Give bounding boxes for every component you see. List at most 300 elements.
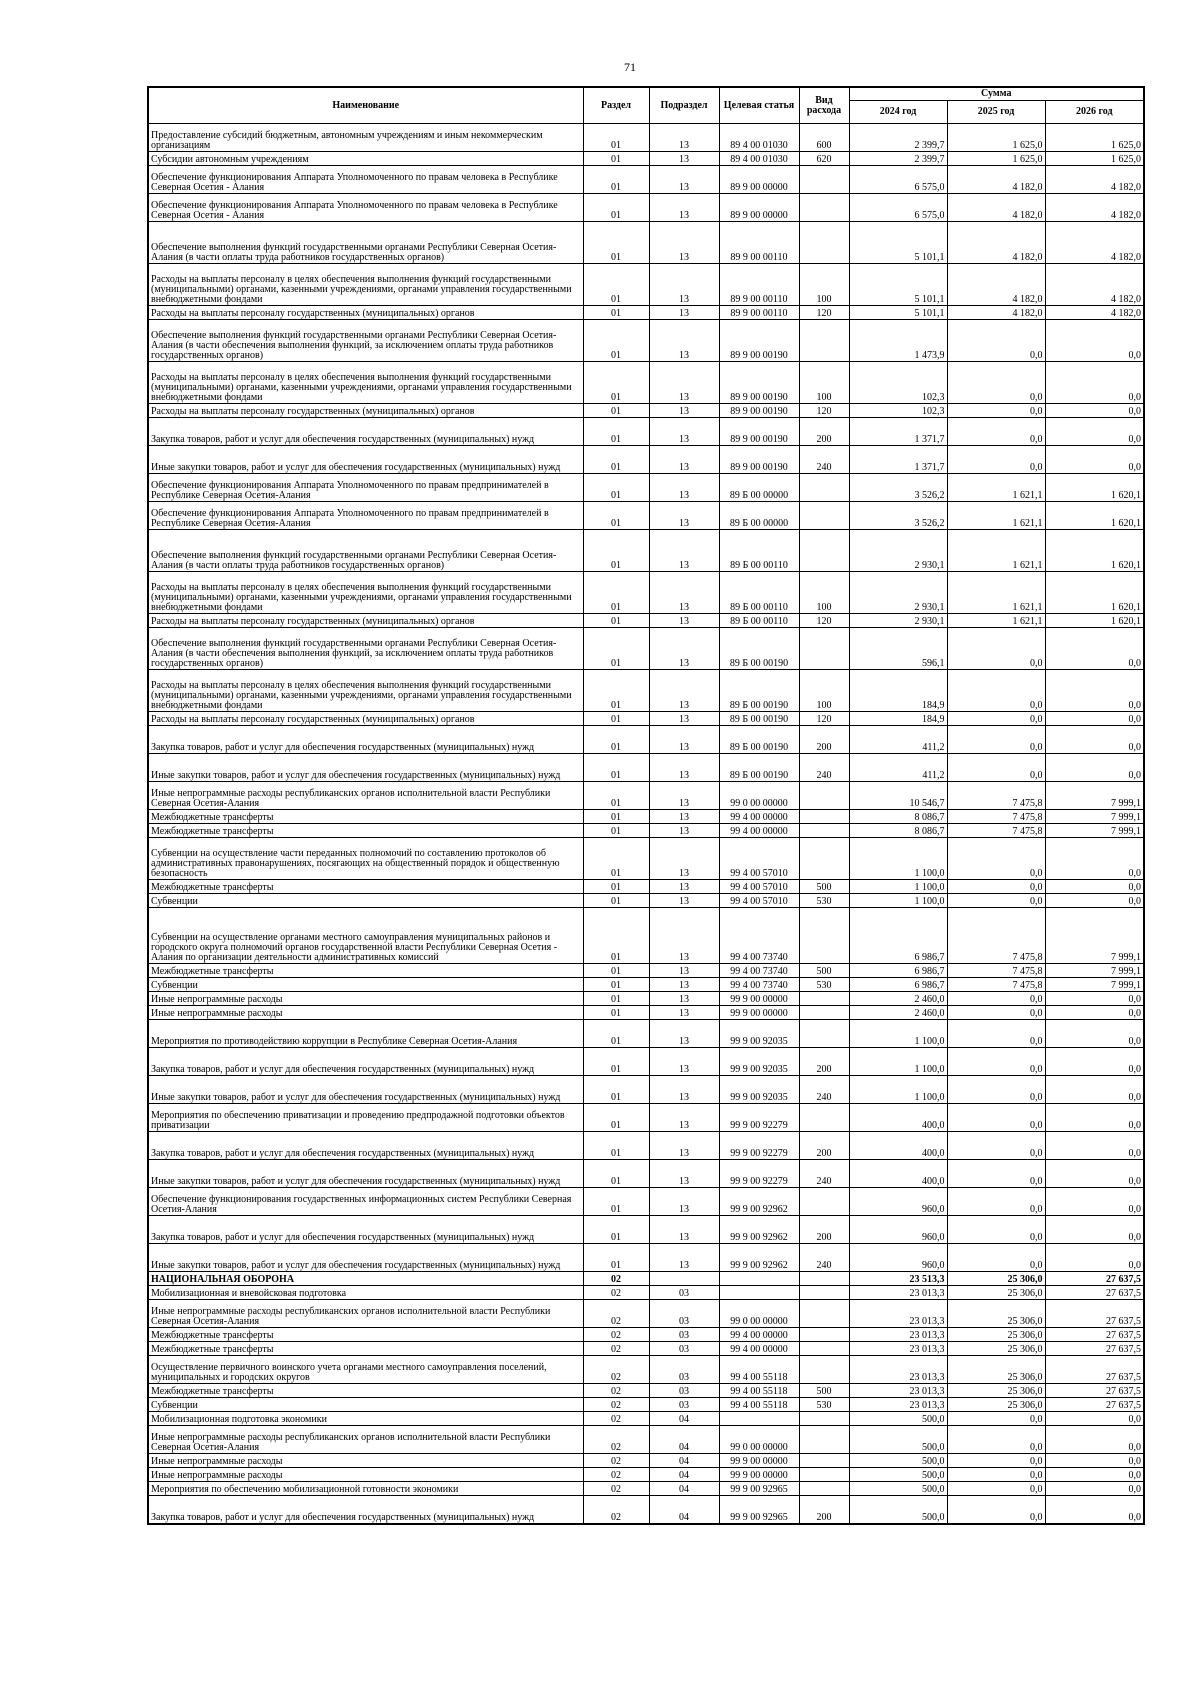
cell-kind: 200 xyxy=(799,418,849,446)
cell-section: 01 xyxy=(583,992,649,1006)
cell-target: 99 4 00 00000 xyxy=(719,1342,799,1356)
cell-target: 99 4 00 00000 xyxy=(719,1328,799,1342)
cell-2024: 6 575,0 xyxy=(849,194,947,222)
cell-kind: 530 xyxy=(799,978,849,992)
cell-2024: 1 100,0 xyxy=(849,880,947,894)
table-row xyxy=(148,362,1144,404)
cell-2025: 7 475,8 xyxy=(947,978,1045,992)
table-row xyxy=(148,1384,1144,1398)
cell-2025: 25 306,0 xyxy=(947,1300,1045,1328)
cell-name: Обеспечение функционирования Аппарата Уполномоченного по правам предпринимателей в Республике Северная Осетия-Алания xyxy=(148,502,583,530)
table-row xyxy=(148,418,1144,446)
cell-kind xyxy=(799,810,849,824)
cell-2026: 0,0 xyxy=(1045,1426,1144,1454)
cell-section: 01 xyxy=(583,1244,649,1272)
cell-2024: 1 371,7 xyxy=(849,446,947,474)
cell-section: 02 xyxy=(583,1496,649,1524)
cell-subsection: 13 xyxy=(649,614,719,628)
cell-target: 89 4 00 01030 xyxy=(719,124,799,152)
cell-2026: 0,0 xyxy=(1045,992,1144,1006)
cell-kind: 530 xyxy=(799,894,849,908)
cell-section: 01 xyxy=(583,530,649,572)
cell-2025: 0,0 xyxy=(947,754,1045,782)
cell-kind xyxy=(799,1006,849,1020)
cell-kind xyxy=(799,1426,849,1454)
cell-kind: 240 xyxy=(799,1244,849,1272)
header-section: Раздел xyxy=(583,87,649,124)
cell-name: Мероприятия по обеспечению приватизации и проведению предпродажной подготовки объектов приватизации xyxy=(148,1104,583,1132)
cell-subsection: 03 xyxy=(649,1300,719,1328)
cell-2025: 25 306,0 xyxy=(947,1398,1045,1412)
cell-target: 99 4 00 57010 xyxy=(719,880,799,894)
cell-2026: 4 182,0 xyxy=(1045,222,1144,264)
cell-subsection: 13 xyxy=(649,362,719,404)
cell-target: 89 Б 00 00190 xyxy=(719,670,799,712)
cell-subsection: 13 xyxy=(649,152,719,166)
cell-2024: 500,0 xyxy=(849,1468,947,1482)
cell-subsection: 13 xyxy=(649,572,719,614)
cell-subsection: 13 xyxy=(649,712,719,726)
cell-2024: 1 100,0 xyxy=(849,1048,947,1076)
cell-target: 89 9 00 00110 xyxy=(719,222,799,264)
cell-name: Иные закупки товаров, работ и услуг для обеспечения государственных (муниципальных) нужд xyxy=(148,446,583,474)
cell-name: Субсидии автономным учреждениям xyxy=(148,152,583,166)
cell-target: 99 4 00 57010 xyxy=(719,838,799,880)
cell-2026: 0,0 xyxy=(1045,446,1144,474)
cell-kind: 100 xyxy=(799,264,849,306)
cell-2026: 27 637,5 xyxy=(1045,1342,1144,1356)
cell-2024: 1 100,0 xyxy=(849,838,947,880)
cell-target: 89 9 00 00110 xyxy=(719,264,799,306)
cell-subsection: 04 xyxy=(649,1454,719,1468)
cell-name: Расходы на выплаты персоналу государственных (муниципальных) органов xyxy=(148,614,583,628)
cell-2024: 2 460,0 xyxy=(849,992,947,1006)
cell-subsection: 13 xyxy=(649,166,719,194)
cell-2024: 184,9 xyxy=(849,670,947,712)
table-row xyxy=(148,446,1144,474)
cell-section: 01 xyxy=(583,572,649,614)
cell-2024: 960,0 xyxy=(849,1188,947,1216)
cell-kind xyxy=(799,1188,849,1216)
cell-subsection: 13 xyxy=(649,1216,719,1244)
cell-target: 89 9 00 00190 xyxy=(719,320,799,362)
cell-section: 01 xyxy=(583,362,649,404)
cell-subsection: 13 xyxy=(649,404,719,418)
cell-2025: 0,0 xyxy=(947,1496,1045,1524)
cell-subsection: 13 xyxy=(649,894,719,908)
cell-target: 99 4 00 73740 xyxy=(719,964,799,978)
cell-subsection: 03 xyxy=(649,1384,719,1398)
cell-2026: 7 999,1 xyxy=(1045,782,1144,810)
cell-kind: 100 xyxy=(799,362,849,404)
cell-section: 01 xyxy=(583,670,649,712)
cell-name: Межбюджетные трансферты xyxy=(148,824,583,838)
cell-2024: 23 513,3 xyxy=(849,1272,947,1286)
cell-target: 99 9 00 92035 xyxy=(719,1048,799,1076)
cell-kind xyxy=(799,474,849,502)
cell-2025: 0,0 xyxy=(947,404,1045,418)
table-row xyxy=(148,1356,1144,1384)
cell-2024: 1 100,0 xyxy=(849,1076,947,1104)
cell-section: 02 xyxy=(583,1328,649,1342)
cell-subsection: 13 xyxy=(649,1160,719,1188)
cell-2026: 0,0 xyxy=(1045,1006,1144,1020)
cell-target: 99 9 00 92279 xyxy=(719,1132,799,1160)
cell-section: 01 xyxy=(583,502,649,530)
table-row xyxy=(148,404,1144,418)
cell-2026: 7 999,1 xyxy=(1045,964,1144,978)
cell-2026: 27 637,5 xyxy=(1045,1300,1144,1328)
table-row xyxy=(148,992,1144,1006)
table-row xyxy=(148,222,1144,264)
cell-2024: 8 086,7 xyxy=(849,810,947,824)
table-row xyxy=(148,614,1144,628)
table-header xyxy=(148,87,1144,124)
cell-2024: 23 013,3 xyxy=(849,1342,947,1356)
cell-2025: 0,0 xyxy=(947,1076,1045,1104)
table-row xyxy=(148,628,1144,670)
cell-2025: 0,0 xyxy=(947,1020,1045,1048)
cell-section: 01 xyxy=(583,222,649,264)
cell-name: Обеспечение выполнения функций государственными органами Республики Северная Осетия-Алания (в части обеспечения выполнения функций, за исключением оплаты труда работников государственных органов) xyxy=(148,320,583,362)
cell-section: 01 xyxy=(583,1188,649,1216)
cell-2026: 0,0 xyxy=(1045,1482,1144,1496)
cell-section: 01 xyxy=(583,894,649,908)
cell-subsection: 13 xyxy=(649,1020,719,1048)
cell-name: Закупка товаров, работ и услуг для обеспечения государственных (муниципальных) нужд xyxy=(148,1048,583,1076)
cell-target: 99 4 00 73740 xyxy=(719,978,799,992)
cell-section: 01 xyxy=(583,628,649,670)
table-row xyxy=(148,1468,1144,1482)
cell-kind: 200 xyxy=(799,1216,849,1244)
cell-2025: 0,0 xyxy=(947,670,1045,712)
cell-kind xyxy=(799,1272,849,1286)
cell-section: 01 xyxy=(583,810,649,824)
cell-kind xyxy=(799,1356,849,1384)
cell-name: Субвенции xyxy=(148,1398,583,1412)
cell-name: Расходы на выплаты персоналу в целях обеспечения выполнения функций государственными (муниципальными) органами, казенными учреждениями, органами управления государственными внебюджетными фондами xyxy=(148,362,583,404)
table-row xyxy=(148,1412,1144,1426)
cell-2025: 1 621,1 xyxy=(947,530,1045,572)
cell-kind xyxy=(799,530,849,572)
cell-section: 01 xyxy=(583,166,649,194)
cell-section: 01 xyxy=(583,124,649,152)
header-year-2025: 2025 год xyxy=(947,101,1045,124)
cell-2024: 400,0 xyxy=(849,1132,947,1160)
cell-subsection: 13 xyxy=(649,418,719,446)
table-row xyxy=(148,782,1144,810)
cell-target: 89 Б 00 00110 xyxy=(719,614,799,628)
table-row xyxy=(148,712,1144,726)
cell-target: 99 9 00 92965 xyxy=(719,1496,799,1524)
cell-target xyxy=(719,1272,799,1286)
cell-name: Иные закупки товаров, работ и услуг для обеспечения государственных (муниципальных) нужд xyxy=(148,1160,583,1188)
cell-subsection: 03 xyxy=(649,1342,719,1356)
cell-subsection: 13 xyxy=(649,1076,719,1104)
table-row xyxy=(148,572,1144,614)
cell-kind: 120 xyxy=(799,614,849,628)
cell-target: 99 9 00 92962 xyxy=(719,1188,799,1216)
cell-2024: 23 013,3 xyxy=(849,1384,947,1398)
cell-2025: 0,0 xyxy=(947,362,1045,404)
cell-2025: 4 182,0 xyxy=(947,264,1045,306)
table-row xyxy=(148,978,1144,992)
cell-target: 99 9 00 00000 xyxy=(719,1468,799,1482)
cell-2026: 0,0 xyxy=(1045,1412,1144,1426)
cell-section: 01 xyxy=(583,782,649,810)
table-row xyxy=(148,1160,1144,1188)
cell-name: Обеспечение функционирования Аппарата Уполномоченного по правам человека в Республике Северная Осетия - Алания xyxy=(148,166,583,194)
cell-name: Межбюджетные трансферты xyxy=(148,810,583,824)
cell-section: 01 xyxy=(583,320,649,362)
cell-kind: 240 xyxy=(799,446,849,474)
cell-2026: 0,0 xyxy=(1045,1496,1144,1524)
cell-kind xyxy=(799,838,849,880)
cell-2024: 3 526,2 xyxy=(849,474,947,502)
cell-name: Межбюджетные трансферты xyxy=(148,1342,583,1356)
cell-subsection: 13 xyxy=(649,992,719,1006)
cell-2024: 2 399,7 xyxy=(849,124,947,152)
cell-subsection: 13 xyxy=(649,838,719,880)
table-row xyxy=(148,1188,1144,1216)
cell-2025: 4 182,0 xyxy=(947,166,1045,194)
cell-subsection: 13 xyxy=(649,824,719,838)
cell-subsection: 13 xyxy=(649,726,719,754)
cell-section: 01 xyxy=(583,712,649,726)
cell-name: Обеспечение выполнения функций государственными органами Республики Северная Осетия-Алания (в части оплаты труда работников государственных органов) xyxy=(148,530,583,572)
cell-2025: 1 625,0 xyxy=(947,152,1045,166)
cell-target: 89 Б 00 00190 xyxy=(719,754,799,782)
table-row xyxy=(148,810,1144,824)
cell-2026: 0,0 xyxy=(1045,726,1144,754)
cell-2026: 0,0 xyxy=(1045,670,1144,712)
cell-2026: 27 637,5 xyxy=(1045,1328,1144,1342)
table-row xyxy=(148,1272,1144,1286)
cell-subsection: 13 xyxy=(649,194,719,222)
cell-name: Расходы на выплаты персоналу государственных (муниципальных) органов xyxy=(148,404,583,418)
header-kind: Вид расхода xyxy=(799,87,849,124)
cell-2024: 5 101,1 xyxy=(849,264,947,306)
cell-section: 02 xyxy=(583,1398,649,1412)
cell-target: 99 4 00 55118 xyxy=(719,1384,799,1398)
cell-kind xyxy=(799,320,849,362)
cell-2026: 1 625,0 xyxy=(1045,124,1144,152)
table-row xyxy=(148,726,1144,754)
cell-subsection: 13 xyxy=(649,754,719,782)
cell-2024: 500,0 xyxy=(849,1496,947,1524)
cell-name: Расходы на выплаты персоналу в целях обеспечения выполнения функций государственными (муниципальными) органами, казенными учреждениями, органами управления государственными внебюджетными фондами xyxy=(148,670,583,712)
cell-2024: 184,9 xyxy=(849,712,947,726)
cell-name: Иные непрограммные расходы xyxy=(148,1454,583,1468)
cell-kind: 240 xyxy=(799,1160,849,1188)
table-row xyxy=(148,1104,1144,1132)
cell-section: 01 xyxy=(583,1132,649,1160)
cell-name: Субвенции xyxy=(148,978,583,992)
cell-section: 01 xyxy=(583,152,649,166)
table-row xyxy=(148,1426,1144,1454)
budget-table-container xyxy=(147,86,1143,1525)
cell-section: 02 xyxy=(583,1356,649,1384)
cell-2026: 27 637,5 xyxy=(1045,1398,1144,1412)
cell-2026: 0,0 xyxy=(1045,418,1144,446)
cell-section: 01 xyxy=(583,418,649,446)
table-row xyxy=(148,264,1144,306)
table-row xyxy=(148,1048,1144,1076)
cell-name: Иные закупки товаров, работ и услуг для обеспечения государственных (муниципальных) нужд xyxy=(148,754,583,782)
cell-kind xyxy=(799,1286,849,1300)
cell-target: 99 4 00 00000 xyxy=(719,810,799,824)
cell-2025: 25 306,0 xyxy=(947,1342,1045,1356)
cell-2025: 4 182,0 xyxy=(947,194,1045,222)
cell-section: 01 xyxy=(583,1104,649,1132)
header-name: Наименование xyxy=(148,87,583,124)
cell-section: 01 xyxy=(583,306,649,320)
cell-kind xyxy=(799,1300,849,1328)
cell-kind: 120 xyxy=(799,306,849,320)
cell-2024: 1 371,7 xyxy=(849,418,947,446)
cell-name: Иные непрограммные расходы республиканских органов исполнительной власти Республики Северная Осетия-Алания xyxy=(148,1426,583,1454)
cell-2025: 0,0 xyxy=(947,1188,1045,1216)
cell-name: Мероприятия по обеспечению мобилизационной готовности экономики xyxy=(148,1482,583,1496)
cell-2025: 0,0 xyxy=(947,1132,1045,1160)
cell-subsection: 13 xyxy=(649,810,719,824)
cell-2026: 0,0 xyxy=(1045,894,1144,908)
table-row xyxy=(148,880,1144,894)
cell-2025: 0,0 xyxy=(947,446,1045,474)
cell-2025: 7 475,8 xyxy=(947,824,1045,838)
cell-subsection: 13 xyxy=(649,264,719,306)
cell-2024: 23 013,3 xyxy=(849,1328,947,1342)
cell-target: 99 9 00 92965 xyxy=(719,1482,799,1496)
cell-2026: 0,0 xyxy=(1045,362,1144,404)
cell-name: Межбюджетные трансферты xyxy=(148,880,583,894)
cell-section: 01 xyxy=(583,1160,649,1188)
cell-subsection: 13 xyxy=(649,446,719,474)
cell-kind xyxy=(799,1482,849,1496)
table-row xyxy=(148,1076,1144,1104)
cell-2026: 4 182,0 xyxy=(1045,166,1144,194)
cell-2026: 0,0 xyxy=(1045,712,1144,726)
table-row xyxy=(148,124,1144,152)
cell-2026: 7 999,1 xyxy=(1045,908,1144,964)
cell-kind: 100 xyxy=(799,572,849,614)
cell-2025: 25 306,0 xyxy=(947,1328,1045,1342)
cell-name: Иные непрограммные расходы xyxy=(148,1006,583,1020)
table-row xyxy=(148,754,1144,782)
cell-target: 99 9 00 92279 xyxy=(719,1160,799,1188)
table-row xyxy=(148,908,1144,964)
cell-2025: 25 306,0 xyxy=(947,1286,1045,1300)
cell-kind: 120 xyxy=(799,404,849,418)
cell-name: Мобилизационная и вневойсковая подготовка xyxy=(148,1286,583,1300)
cell-2025: 0,0 xyxy=(947,880,1045,894)
cell-target: 99 0 00 00000 xyxy=(719,1426,799,1454)
cell-2026: 0,0 xyxy=(1045,1454,1144,1468)
cell-2025: 0,0 xyxy=(947,1048,1045,1076)
cell-section: 01 xyxy=(583,446,649,474)
table-row xyxy=(148,194,1144,222)
cell-2025: 4 182,0 xyxy=(947,306,1045,320)
cell-section: 02 xyxy=(583,1454,649,1468)
cell-name: Мероприятия по противодействию коррупции в Республике Северная Осетия-Алания xyxy=(148,1020,583,1048)
cell-section: 02 xyxy=(583,1286,649,1300)
cell-2025: 25 306,0 xyxy=(947,1356,1045,1384)
cell-kind xyxy=(799,166,849,194)
cell-target: 89 9 00 00190 xyxy=(719,362,799,404)
cell-2025: 25 306,0 xyxy=(947,1384,1045,1398)
cell-kind xyxy=(799,824,849,838)
cell-2025: 0,0 xyxy=(947,1244,1045,1272)
cell-2025: 0,0 xyxy=(947,712,1045,726)
cell-subsection: 04 xyxy=(649,1468,719,1482)
cell-target: 89 Б 00 00190 xyxy=(719,628,799,670)
cell-target: 89 Б 00 00000 xyxy=(719,474,799,502)
cell-2024: 1 100,0 xyxy=(849,1020,947,1048)
table-row xyxy=(148,1286,1144,1300)
cell-2024: 960,0 xyxy=(849,1216,947,1244)
cell-name: Межбюджетные трансферты xyxy=(148,1384,583,1398)
cell-section: 02 xyxy=(583,1412,649,1426)
cell-name: Расходы на выплаты персоналу государственных (муниципальных) органов xyxy=(148,306,583,320)
cell-name: Межбюджетные трансферты xyxy=(148,1328,583,1342)
cell-section: 01 xyxy=(583,264,649,306)
cell-2026: 0,0 xyxy=(1045,628,1144,670)
cell-2025: 0,0 xyxy=(947,1412,1045,1426)
cell-name: Иные закупки товаров, работ и услуг для обеспечения государственных (муниципальных) нужд xyxy=(148,1244,583,1272)
cell-subsection: 13 xyxy=(649,978,719,992)
cell-subsection: 13 xyxy=(649,908,719,964)
cell-target: 99 9 00 00000 xyxy=(719,992,799,1006)
table-row xyxy=(148,502,1144,530)
cell-kind: 240 xyxy=(799,754,849,782)
cell-section: 01 xyxy=(583,1020,649,1048)
cell-2024: 6 986,7 xyxy=(849,978,947,992)
cell-target xyxy=(719,1286,799,1300)
cell-target: 99 9 00 92035 xyxy=(719,1020,799,1048)
cell-target: 89 9 00 00190 xyxy=(719,446,799,474)
cell-2025: 0,0 xyxy=(947,1482,1045,1496)
cell-2026: 27 637,5 xyxy=(1045,1384,1144,1398)
table-row xyxy=(148,1244,1144,1272)
cell-2025: 0,0 xyxy=(947,1468,1045,1482)
cell-kind: 200 xyxy=(799,726,849,754)
cell-2025: 1 625,0 xyxy=(947,124,1045,152)
table-row xyxy=(148,1328,1144,1342)
cell-2024: 10 546,7 xyxy=(849,782,947,810)
cell-kind xyxy=(799,628,849,670)
cell-2025: 1 621,1 xyxy=(947,474,1045,502)
table-row xyxy=(148,670,1144,712)
table-row xyxy=(148,1454,1144,1468)
cell-section: 02 xyxy=(583,1384,649,1398)
table-row xyxy=(148,1132,1144,1160)
cell-subsection: 13 xyxy=(649,474,719,502)
table-row xyxy=(148,1300,1144,1328)
cell-2024: 6 986,7 xyxy=(849,964,947,978)
cell-subsection: 04 xyxy=(649,1412,719,1426)
cell-2024: 3 526,2 xyxy=(849,502,947,530)
cell-2026: 0,0 xyxy=(1045,404,1144,418)
cell-section: 01 xyxy=(583,1076,649,1104)
cell-name: Обеспечение функционирования Аппарата Уполномоченного по правам человека в Республике Северная Осетия - Алания xyxy=(148,194,583,222)
cell-target: 99 4 00 57010 xyxy=(719,894,799,908)
cell-2024: 6 575,0 xyxy=(849,166,947,194)
cell-2024: 400,0 xyxy=(849,1104,947,1132)
cell-2026: 27 637,5 xyxy=(1045,1356,1144,1384)
cell-name: Иные непрограммные расходы xyxy=(148,1468,583,1482)
cell-2026: 0,0 xyxy=(1045,1216,1144,1244)
cell-subsection: 03 xyxy=(649,1328,719,1342)
